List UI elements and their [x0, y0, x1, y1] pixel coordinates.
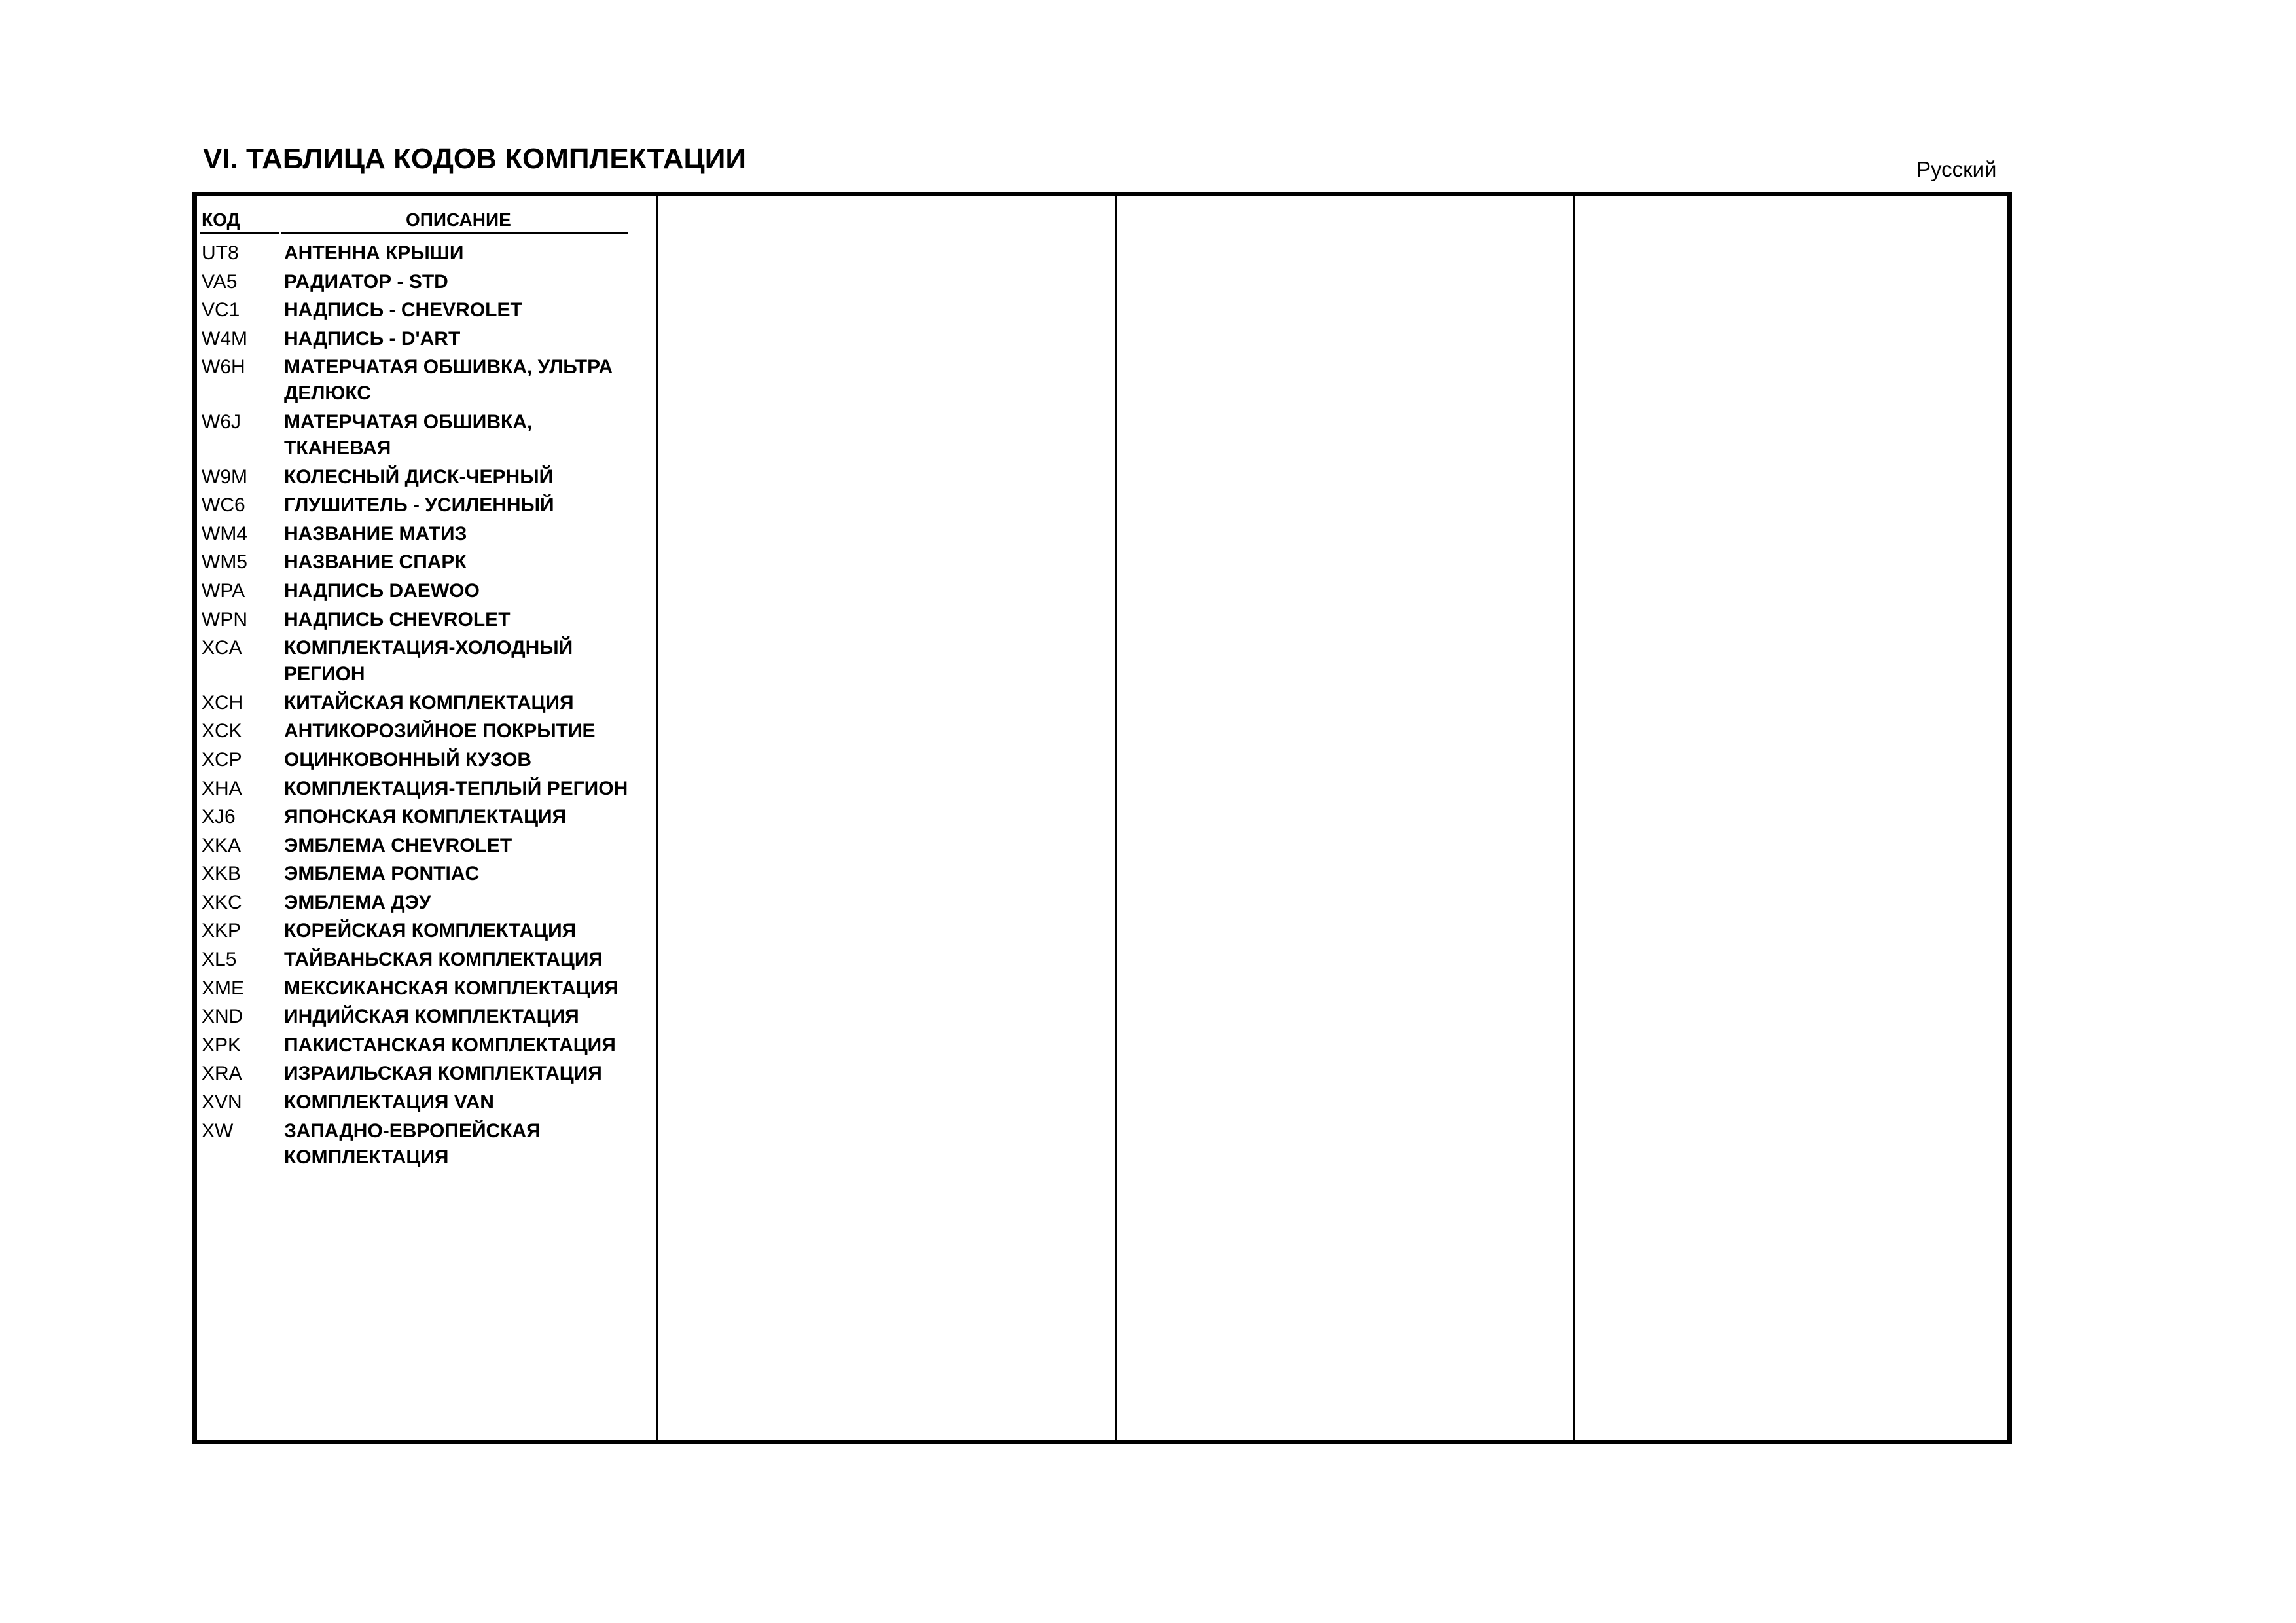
row-description: ЭМБЛЕМА CHEVROLET	[284, 834, 512, 856]
row-description: АНТЕННА КРЫШИ	[284, 242, 464, 264]
row-description: НАДПИСЬ CHEVROLET	[284, 608, 511, 630]
row-description: КОМПЛЕКТАЦИЯ-ХОЛОДНЫЙ РЕГИОН	[284, 637, 573, 685]
table-row	[202, 690, 634, 716]
column-divider	[656, 196, 658, 1440]
row-code: XCK	[202, 720, 242, 742]
table-row	[202, 776, 634, 802]
table-row	[202, 1061, 634, 1087]
row-code: XKB	[202, 863, 242, 885]
row-description: НАДПИСЬ - D'ART	[284, 327, 461, 350]
row-code: W6J	[202, 410, 241, 433]
row-description: ПАКИСТАНСКАЯ КОМПЛЕКТАЦИЯ	[284, 1034, 616, 1056]
table-row	[202, 635, 634, 687]
row-code: XND	[202, 1006, 243, 1028]
table-row	[202, 747, 634, 773]
column-divider	[1115, 196, 1117, 1440]
row-description: МАТЕРЧАТАЯ ОБШИВКА, ТКАНЕВАЯ	[284, 410, 533, 459]
table-row	[202, 326, 634, 352]
row-code: WPA	[202, 579, 245, 602]
table-row	[202, 521, 634, 547]
row-code: XW	[202, 1120, 234, 1142]
table-row	[202, 492, 634, 519]
row-code: XME	[202, 977, 245, 999]
row-description: ЯПОНСКАЯ КОМПЛЕКТАЦИЯ	[284, 806, 567, 828]
table-row	[202, 804, 634, 830]
row-description: КОРЕЙСКАЯ КОМПЛЕКТАЦИЯ	[284, 920, 577, 942]
code-table-rows	[202, 240, 634, 1173]
row-description: МАТЕРЧАТАЯ ОБШИВКА, УЛЬТРА ДЕЛЮКС	[284, 356, 613, 405]
row-code: VA5	[202, 270, 238, 293]
row-description: КОМПЛЕКТАЦИЯ VAN	[284, 1091, 494, 1114]
row-code: XL5	[202, 949, 237, 971]
row-code: W4M	[202, 327, 247, 350]
row-code: XCP	[202, 748, 242, 771]
table-row	[202, 976, 634, 1002]
row-code: W6H	[202, 356, 245, 378]
row-code: XPK	[202, 1034, 242, 1056]
row-description: НАДПИСЬ DAEWOO	[284, 579, 480, 602]
table-row	[202, 607, 634, 633]
row-description: ТАЙВАНЬСКАЯ КОМПЛЕКТАЦИЯ	[284, 949, 603, 971]
row-code: XRA	[202, 1063, 242, 1085]
table-row	[202, 1089, 634, 1116]
row-description: ИЗРАИЛЬСКАЯ КОМПЛЕКТАЦИЯ	[284, 1063, 602, 1085]
row-description: КОЛЕСНЫЙ ДИСК-ЧЕРНЫЙ	[284, 465, 554, 488]
row-code: WPN	[202, 608, 247, 630]
row-description: ГЛУШИТЕЛЬ - УСИЛЕННЫЙ	[284, 494, 554, 517]
table-row	[202, 240, 634, 266]
table-row	[202, 297, 634, 323]
row-description: КИТАЙСКАЯ КОМПЛЕКТАЦИЯ	[284, 691, 574, 714]
row-code: UT8	[202, 242, 239, 264]
table-row	[202, 918, 634, 944]
page-title: VI. ТАБЛИЦА КОДОВ КОМПЛЕКТАЦИИ	[203, 143, 746, 175]
language-label: Русский	[1916, 157, 1997, 181]
row-code: XVN	[202, 1091, 242, 1114]
table-row	[202, 890, 634, 916]
row-description: ЭМБЛЕМА ДЭУ	[284, 891, 431, 913]
row-description: ЗАПАДНО-ЕВРОПЕЙСКАЯ КОМПЛЕКТАЦИЯ	[284, 1120, 541, 1168]
table-row	[202, 354, 634, 407]
header-underline	[281, 232, 628, 234]
row-code: WC6	[202, 494, 245, 517]
table-row	[202, 578, 634, 604]
row-code: VC1	[202, 299, 240, 321]
table-row	[202, 718, 634, 744]
row-description: НАЗВАНИЕ МАТИЗ	[284, 522, 467, 545]
row-code: XCA	[202, 637, 242, 659]
row-code: XJ6	[202, 806, 236, 828]
header-underline	[200, 232, 279, 234]
row-code: WM4	[202, 522, 247, 545]
row-code: XKC	[202, 891, 242, 913]
table-row	[202, 1004, 634, 1030]
table-row	[202, 1118, 634, 1171]
row-code: W9M	[202, 465, 247, 488]
column-divider	[1573, 196, 1575, 1440]
row-code: XKA	[202, 834, 242, 856]
table-row	[202, 409, 634, 462]
row-description: КОМПЛЕКТАЦИЯ-ТЕПЛЫЙ РЕГИОН	[284, 777, 628, 799]
table-row	[202, 861, 634, 887]
row-description: МЕКСИКАНСКАЯ КОМПЛЕКТАЦИЯ	[284, 977, 619, 999]
row-code: WM5	[202, 551, 247, 574]
row-description: РАДИАТОР - STD	[284, 270, 448, 293]
table-row	[202, 464, 634, 490]
row-description: НАДПИСЬ - CHEVROLET	[284, 299, 522, 321]
row-description: АНТИКОРОЗИЙНОЕ ПОКРЫТИЕ	[284, 720, 596, 742]
row-description: ЭМБЛЕМА PONTIAC	[284, 863, 480, 885]
code-column-header: КОД	[202, 210, 240, 230]
row-description: ОЦИНКОВОННЫЙ КУЗОВ	[284, 748, 532, 771]
table-row	[202, 1032, 634, 1059]
row-description: НАЗВАНИЕ СПАРК	[284, 551, 467, 574]
row-code: XKP	[202, 920, 242, 942]
table-row	[202, 269, 634, 295]
row-code: XCH	[202, 691, 243, 714]
row-code: XHA	[202, 777, 242, 799]
table-row	[202, 947, 634, 973]
table-row	[202, 833, 634, 859]
description-column-header: ОПИСАНИЕ	[406, 210, 511, 230]
table-row	[202, 549, 634, 575]
row-description: ИНДИЙСКАЯ КОМПЛЕКТАЦИЯ	[284, 1006, 579, 1028]
